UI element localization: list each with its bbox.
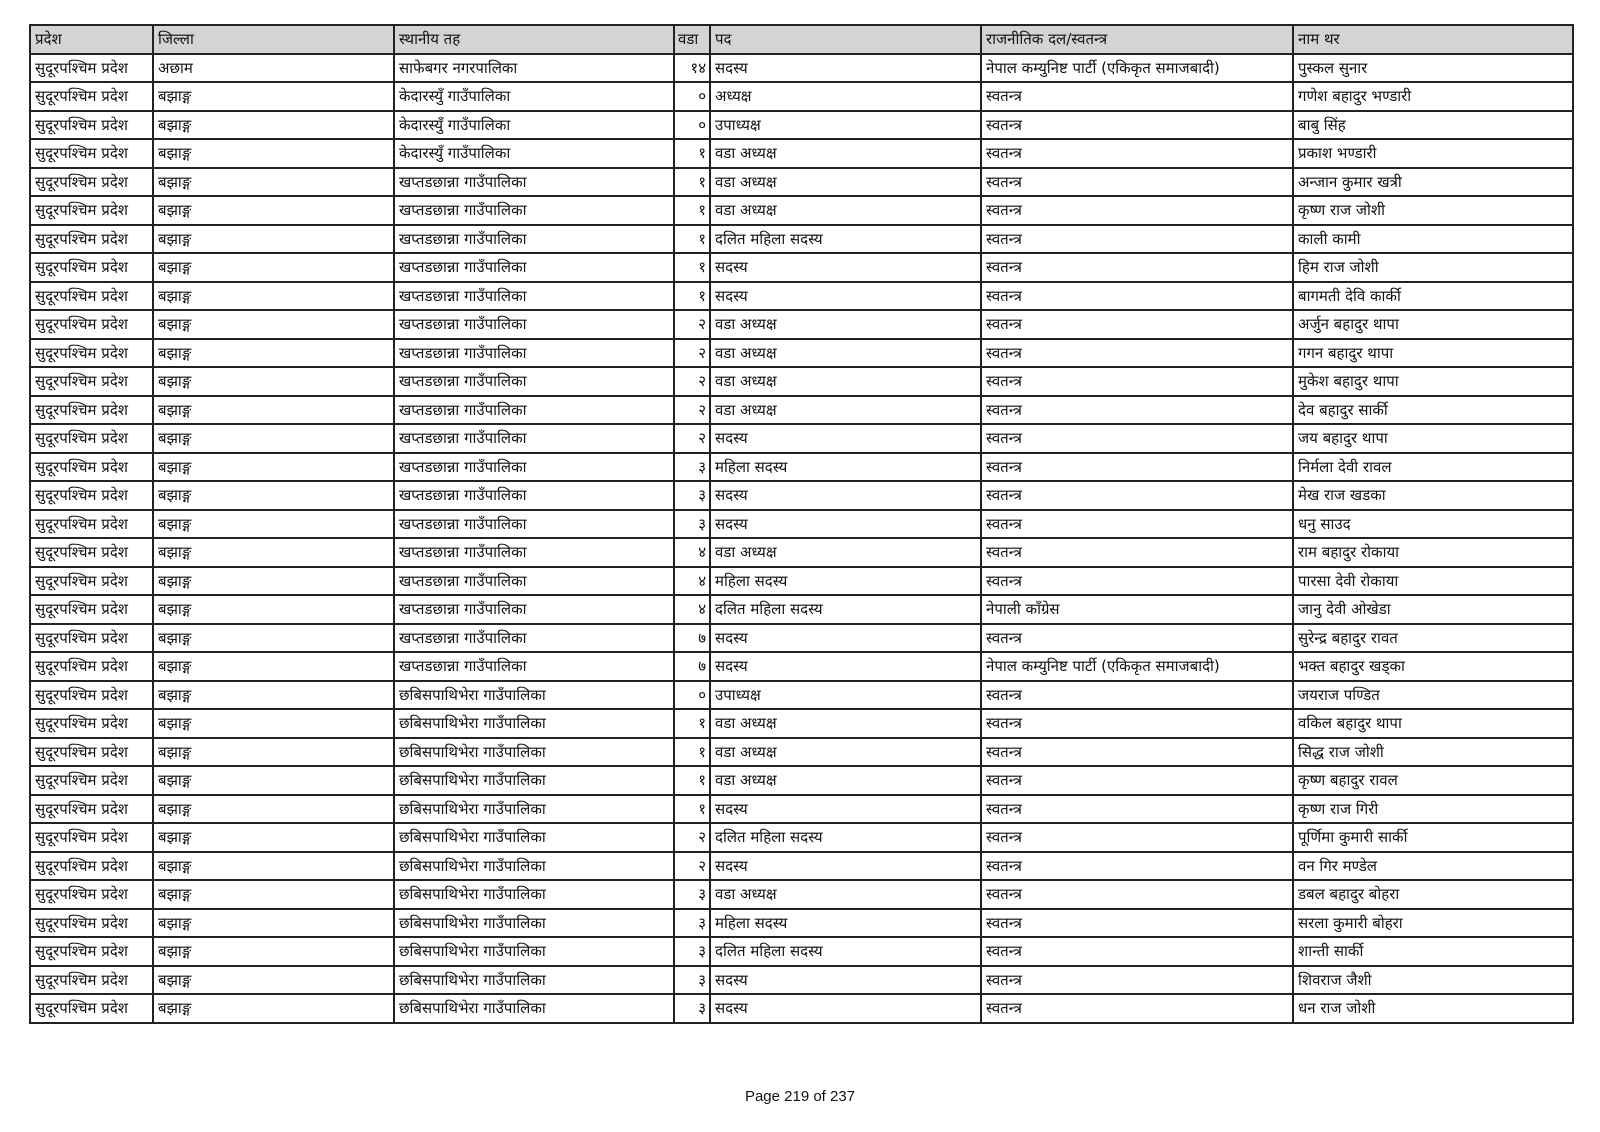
cell-local-level: छबिसपाथिभेरा गाउँपालिका — [394, 709, 674, 738]
cell-ward: ३ — [674, 909, 710, 938]
cell-name: गणेश बहादुर भण्डारी — [1293, 82, 1573, 111]
cell-party: स्वतन्त्र — [981, 481, 1293, 510]
cell-ward: ० — [674, 82, 710, 111]
cell-province: सुदूरपश्चिम प्रदेश — [30, 681, 153, 710]
cell-district: बझाङ्ग — [153, 766, 394, 795]
cell-district: अछाम — [153, 54, 394, 83]
cell-post: सदस्य — [710, 253, 981, 282]
table-header — [30, 25, 1573, 54]
cell-province: सुदूरपश्चिम प्रदेश — [30, 510, 153, 539]
cell-name: देव बहादुर सार्की — [1293, 396, 1573, 425]
cell-district: बझाङ्ग — [153, 111, 394, 140]
cell-local-level: खप्तडछान्ना गाउँपालिका — [394, 396, 674, 425]
cell-party: स्वतन्त्र — [981, 111, 1293, 140]
cell-local-level: छबिसपाथिभेरा गाउँपालिका — [394, 909, 674, 938]
cell-province: सुदूरपश्चिम प्रदेश — [30, 966, 153, 995]
cell-post: सदस्य — [710, 652, 981, 681]
cell-party: स्वतन्त्र — [981, 196, 1293, 225]
cell-name: पारसा देवी रोकाया — [1293, 567, 1573, 596]
cell-name: धन राज जोशी — [1293, 994, 1573, 1023]
cell-district: बझाङ्ग — [153, 738, 394, 767]
cell-name: प्रकाश भण्डारी — [1293, 139, 1573, 168]
cell-party: स्वतन्त्र — [981, 966, 1293, 995]
table-row — [30, 424, 1573, 453]
cell-name: शिवराज जैशी — [1293, 966, 1573, 995]
table-row — [30, 567, 1573, 596]
table-row — [30, 510, 1573, 539]
cell-district: बझाङ्ग — [153, 595, 394, 624]
cell-ward: ७ — [674, 624, 710, 653]
cell-name: मुकेश बहादुर थापा — [1293, 367, 1573, 396]
cell-ward: ० — [674, 681, 710, 710]
cell-post: वडा अध्यक्ष — [710, 880, 981, 909]
cell-province: सुदूरपश्चिम प्रदेश — [30, 196, 153, 225]
cell-district: बझाङ्ग — [153, 396, 394, 425]
cell-district: बझाङ्ग — [153, 966, 394, 995]
cell-party: स्वतन्त्र — [981, 766, 1293, 795]
cell-party: स्वतन्त्र — [981, 168, 1293, 197]
cell-district: बझाङ्ग — [153, 852, 394, 881]
cell-province: सुदूरपश्चिम प्रदेश — [30, 852, 153, 881]
cell-post: महिला सदस्य — [710, 453, 981, 482]
cell-district: बझाङ्ग — [153, 709, 394, 738]
cell-local-level: खप्तडछान्ना गाउँपालिका — [394, 424, 674, 453]
cell-name: सिद्ध राज जोशी — [1293, 738, 1573, 767]
cell-province: सुदूरपश्चिम प्रदेश — [30, 253, 153, 282]
cell-local-level: खप्तडछान्ना गाउँपालिका — [394, 624, 674, 653]
cell-local-level: खप्तडछान्ना गाउँपालिका — [394, 481, 674, 510]
table-row — [30, 538, 1573, 567]
cell-ward: ४ — [674, 595, 710, 624]
cell-ward: ४ — [674, 567, 710, 596]
cell-province: सुदूरपश्चिम प्रदेश — [30, 937, 153, 966]
cell-party: स्वतन्त्र — [981, 795, 1293, 824]
cell-province: सुदूरपश्चिम प्रदेश — [30, 453, 153, 482]
cell-local-level: खप्तडछान्ना गाउँपालिका — [394, 253, 674, 282]
cell-district: बझाङ्ग — [153, 339, 394, 368]
cell-district: बझाङ्ग — [153, 139, 394, 168]
cell-district: बझाङ्ग — [153, 652, 394, 681]
table-row — [30, 681, 1573, 710]
cell-ward: २ — [674, 310, 710, 339]
table-row — [30, 111, 1573, 140]
page-number: Page 219 of 237 — [744, 1088, 856, 1105]
cell-district: बझाङ्ग — [153, 510, 394, 539]
cell-post: वडा अध्यक्ष — [710, 738, 981, 767]
cell-local-level: खप्तडछान्ना गाउँपालिका — [394, 453, 674, 482]
cell-post: वडा अध्यक्ष — [710, 538, 981, 567]
cell-local-level: खप्तडछान्ना गाउँपालिका — [394, 168, 674, 197]
cell-party: स्वतन्त्र — [981, 225, 1293, 254]
cell-party: स्वतन्त्र — [981, 510, 1293, 539]
cell-post: सदस्य — [710, 852, 981, 881]
cell-province: सुदूरपश्चिम प्रदेश — [30, 225, 153, 254]
cell-local-level: छबिसपाथिभेरा गाउँपालिका — [394, 880, 674, 909]
cell-party: स्वतन्त्र — [981, 823, 1293, 852]
cell-name: धनु साउद — [1293, 510, 1573, 539]
cell-ward: २ — [674, 852, 710, 881]
cell-province: सुदूरपश्चिम प्रदेश — [30, 168, 153, 197]
cell-name: हिम राज जोशी — [1293, 253, 1573, 282]
table-row — [30, 595, 1573, 624]
cell-local-level: खप्तडछान्ना गाउँपालिका — [394, 567, 674, 596]
cell-post: वडा अध्यक्ष — [710, 196, 981, 225]
cell-party: स्वतन्त्र — [981, 567, 1293, 596]
cell-local-level: खप्तडछान्ना गाउँपालिका — [394, 282, 674, 311]
cell-province: सुदूरपश्चिम प्रदेश — [30, 795, 153, 824]
cell-local-level: खप्तडछान्ना गाउँपालिका — [394, 339, 674, 368]
cell-district: बझाङ्ग — [153, 681, 394, 710]
cell-name: सरला कुमारी बोहरा — [1293, 909, 1573, 938]
cell-province: सुदूरपश्चिम प्रदेश — [30, 396, 153, 425]
table-row — [30, 367, 1573, 396]
cell-ward: ३ — [674, 453, 710, 482]
cell-party: स्वतन्त्र — [981, 994, 1293, 1023]
cell-ward: ३ — [674, 937, 710, 966]
cell-name: वकिल बहादुर थापा — [1293, 709, 1573, 738]
cell-ward: २ — [674, 424, 710, 453]
cell-district: बझाङ्ग — [153, 823, 394, 852]
cell-ward: ३ — [674, 510, 710, 539]
cell-province: सुदूरपश्चिम प्रदेश — [30, 282, 153, 311]
cell-ward: ३ — [674, 880, 710, 909]
table-row — [30, 396, 1573, 425]
cell-local-level: छबिसपाथिभेरा गाउँपालिका — [394, 994, 674, 1023]
cell-province: सुदूरपश्चिम प्रदेश — [30, 823, 153, 852]
cell-district: बझाङ्ग — [153, 367, 394, 396]
cell-province: सुदूरपश्चिम प्रदेश — [30, 481, 153, 510]
table-row — [30, 168, 1573, 197]
table-row — [30, 852, 1573, 881]
header-district: जिल्ला — [153, 25, 394, 54]
cell-post: वडा अध्यक्ष — [710, 339, 981, 368]
cell-name: जानु देवी ओखेडा — [1293, 595, 1573, 624]
cell-local-level: खप्तडछान्ना गाउँपालिका — [394, 310, 674, 339]
cell-local-level: केदारस्युँ गाउँपालिका — [394, 111, 674, 140]
cell-local-level: खप्तडछान्ना गाउँपालिका — [394, 196, 674, 225]
cell-post: उपाध्यक्ष — [710, 681, 981, 710]
cell-district: बझाङ्ग — [153, 624, 394, 653]
cell-local-level: छबिसपाथिभेरा गाउँपालिका — [394, 966, 674, 995]
cell-post: वडा अध्यक्ष — [710, 367, 981, 396]
cell-province: सुदूरपश्चिम प्रदेश — [30, 339, 153, 368]
cell-district: बझाङ्ग — [153, 994, 394, 1023]
cell-local-level: छबिसपाथिभेरा गाउँपालिका — [394, 681, 674, 710]
cell-party: स्वतन्त्र — [981, 738, 1293, 767]
cell-local-level: खप्तडछान्ना गाउँपालिका — [394, 510, 674, 539]
cell-ward: १ — [674, 766, 710, 795]
cell-name: कृष्ण राज गिरी — [1293, 795, 1573, 824]
cell-post: वडा अध्यक्ष — [710, 310, 981, 339]
cell-ward: २ — [674, 823, 710, 852]
cell-district: बझाङ्ग — [153, 453, 394, 482]
cell-post: वडा अध्यक्ष — [710, 709, 981, 738]
table-row — [30, 54, 1573, 83]
cell-district: बझाङ्ग — [153, 310, 394, 339]
cell-post: सदस्य — [710, 510, 981, 539]
cell-district: बझाङ्ग — [153, 538, 394, 567]
cell-province: सुदूरपश्चिम प्रदेश — [30, 82, 153, 111]
table-row — [30, 339, 1573, 368]
cell-name: राम बहादुर रोकाया — [1293, 538, 1573, 567]
cell-district: बझाङ्ग — [153, 567, 394, 596]
table-row — [30, 937, 1573, 966]
cell-ward: २ — [674, 339, 710, 368]
cell-district: बझाङ्ग — [153, 795, 394, 824]
cell-province: सुदूरपश्चिम प्रदेश — [30, 994, 153, 1023]
header-party: राजनीतिक दल/स्वतन्त्र — [981, 25, 1293, 54]
cell-ward: ७ — [674, 652, 710, 681]
cell-name: पूर्णिमा कुमारी सार्की — [1293, 823, 1573, 852]
cell-district: बझाङ्ग — [153, 225, 394, 254]
cell-post: दलित महिला सदस्य — [710, 225, 981, 254]
table-row — [30, 253, 1573, 282]
cell-ward: १ — [674, 282, 710, 311]
cell-ward: १ — [674, 168, 710, 197]
cell-province: सुदूरपश्चिम प्रदेश — [30, 595, 153, 624]
cell-province: सुदूरपश्चिम प्रदेश — [30, 111, 153, 140]
cell-local-level: खप्तडछान्ना गाउँपालिका — [394, 225, 674, 254]
cell-post: वडा अध्यक्ष — [710, 396, 981, 425]
table-row — [30, 909, 1573, 938]
cell-ward: ३ — [674, 994, 710, 1023]
cell-party: स्वतन्त्र — [981, 367, 1293, 396]
cell-ward: १ — [674, 196, 710, 225]
cell-ward: १४ — [674, 54, 710, 83]
cell-name: जयराज पण्डित — [1293, 681, 1573, 710]
cell-province: सुदूरपश्चिम प्रदेश — [30, 424, 153, 453]
table-row — [30, 738, 1573, 767]
cell-province: सुदूरपश्चिम प्रदेश — [30, 538, 153, 567]
cell-party: स्वतन्त्र — [981, 339, 1293, 368]
cell-party: नेपाली काँग्रेस — [981, 595, 1293, 624]
table-row — [30, 282, 1573, 311]
cell-province: सुदूरपश्चिम प्रदेश — [30, 139, 153, 168]
cell-post: वडा अध्यक्ष — [710, 766, 981, 795]
cell-post: सदस्य — [710, 624, 981, 653]
cell-name: निर्मला देवी रावल — [1293, 453, 1573, 482]
table-row — [30, 994, 1573, 1023]
cell-district: बझाङ्ग — [153, 82, 394, 111]
cell-name: मेख राज खडका — [1293, 481, 1573, 510]
cell-post: सदस्य — [710, 966, 981, 995]
cell-ward: ० — [674, 111, 710, 140]
cell-local-level: खप्तडछान्ना गाउँपालिका — [394, 538, 674, 567]
cell-district: बझाङ्ग — [153, 196, 394, 225]
table-row — [30, 823, 1573, 852]
table-row — [30, 82, 1573, 111]
cell-post: महिला सदस्य — [710, 909, 981, 938]
cell-district: बझाङ्ग — [153, 282, 394, 311]
cell-ward: ४ — [674, 538, 710, 567]
table-row — [30, 880, 1573, 909]
cell-post: उपाध्यक्ष — [710, 111, 981, 140]
cell-party: स्वतन्त्र — [981, 624, 1293, 653]
cell-post: सदस्य — [710, 282, 981, 311]
cell-party: स्वतन्त्र — [981, 937, 1293, 966]
cell-post: महिला सदस्य — [710, 567, 981, 596]
header-post: पद — [710, 25, 981, 54]
results-table — [29, 24, 1574, 1024]
cell-party: स्वतन्त्र — [981, 909, 1293, 938]
cell-post: वडा अध्यक्ष — [710, 168, 981, 197]
cell-district: बझाङ्ग — [153, 168, 394, 197]
cell-party: स्वतन्त्र — [981, 709, 1293, 738]
cell-name: कृष्ण राज जोशी — [1293, 196, 1573, 225]
cell-district: बझाङ्ग — [153, 481, 394, 510]
cell-name: गगन बहादुर थापा — [1293, 339, 1573, 368]
header-local-level: स्थानीय तह — [394, 25, 674, 54]
cell-province: सुदूरपश्चिम प्रदेश — [30, 624, 153, 653]
cell-name: बागमती देवि कार्की — [1293, 282, 1573, 311]
cell-name: अन्जान कुमार खत्री — [1293, 168, 1573, 197]
table-row — [30, 652, 1573, 681]
cell-ward: १ — [674, 738, 710, 767]
cell-name: शान्ती सार्की — [1293, 937, 1573, 966]
table-row — [30, 766, 1573, 795]
cell-local-level: खप्तडछान्ना गाउँपालिका — [394, 367, 674, 396]
cell-province: सुदूरपश्चिम प्रदेश — [30, 880, 153, 909]
cell-district: बझाङ्ग — [153, 880, 394, 909]
cell-post: सदस्य — [710, 54, 981, 83]
cell-local-level: छबिसपाथिभेरा गाउँपालिका — [394, 738, 674, 767]
cell-province: सुदूरपश्चिम प्रदेश — [30, 738, 153, 767]
cell-party: स्वतन्त्र — [981, 424, 1293, 453]
cell-name: अर्जुन बहादुर थापा — [1293, 310, 1573, 339]
table-row — [30, 966, 1573, 995]
cell-party: नेपाल कम्युनिष्ट पार्टी (एकिकृत समाजबादी) — [981, 54, 1293, 83]
cell-ward: २ — [674, 367, 710, 396]
cell-name: डबल बहादुर बोहरा — [1293, 880, 1573, 909]
cell-local-level: साफेबगर नगरपालिका — [394, 54, 674, 83]
cell-party: स्वतन्त्र — [981, 310, 1293, 339]
cell-local-level: खप्तडछान्ना गाउँपालिका — [394, 595, 674, 624]
cell-ward: २ — [674, 396, 710, 425]
header-name: नाम थर — [1293, 25, 1573, 54]
cell-local-level: केदारस्युँ गाउँपालिका — [394, 82, 674, 111]
table-row — [30, 795, 1573, 824]
table-row — [30, 310, 1573, 339]
cell-post: सदस्य — [710, 795, 981, 824]
cell-party: स्वतन्त्र — [981, 253, 1293, 282]
cell-party: स्वतन्त्र — [981, 282, 1293, 311]
cell-party: स्वतन्त्र — [981, 82, 1293, 111]
cell-post: अध्यक्ष — [710, 82, 981, 111]
header-province: प्रदेश — [30, 25, 153, 54]
cell-name: काली कामी — [1293, 225, 1573, 254]
cell-ward: ३ — [674, 481, 710, 510]
table-row — [30, 196, 1573, 225]
cell-post: वडा अध्यक्ष — [710, 139, 981, 168]
cell-province: सुदूरपश्चिम प्रदेश — [30, 909, 153, 938]
header-row — [30, 25, 1573, 54]
table-row — [30, 139, 1573, 168]
cell-province: सुदूरपश्चिम प्रदेश — [30, 567, 153, 596]
cell-name: जय बहादुर थापा — [1293, 424, 1573, 453]
cell-post: सदस्य — [710, 424, 981, 453]
table-row — [30, 709, 1573, 738]
cell-province: सुदूरपश्चिम प्रदेश — [30, 709, 153, 738]
cell-name: पुस्कल सुनार — [1293, 54, 1573, 83]
cell-province: सुदूरपश्चिम प्रदेश — [30, 54, 153, 83]
cell-party: स्वतन्त्र — [981, 139, 1293, 168]
cell-ward: १ — [674, 225, 710, 254]
cell-local-level: छबिसपाथिभेरा गाउँपालिका — [394, 937, 674, 966]
cell-district: बझाङ्ग — [153, 253, 394, 282]
cell-party: स्वतन्त्र — [981, 453, 1293, 482]
cell-party: स्वतन्त्र — [981, 396, 1293, 425]
cell-name: भक्त बहादुर खड्का — [1293, 652, 1573, 681]
cell-province: सुदूरपश्चिम प्रदेश — [30, 652, 153, 681]
cell-district: बझाङ्ग — [153, 909, 394, 938]
cell-party: स्वतन्त्र — [981, 880, 1293, 909]
table-row — [30, 225, 1573, 254]
cell-local-level: छबिसपाथिभेरा गाउँपालिका — [394, 795, 674, 824]
cell-party: स्वतन्त्र — [981, 681, 1293, 710]
cell-local-level: छबिसपाथिभेरा गाउँपालिका — [394, 823, 674, 852]
cell-ward: १ — [674, 139, 710, 168]
cell-post: दलित महिला सदस्य — [710, 595, 981, 624]
cell-ward: १ — [674, 795, 710, 824]
cell-name: सुरेन्द्र बहादुर रावत — [1293, 624, 1573, 653]
table-row — [30, 453, 1573, 482]
cell-ward: १ — [674, 709, 710, 738]
cell-post: सदस्य — [710, 481, 981, 510]
cell-local-level: छबिसपाथिभेरा गाउँपालिका — [394, 766, 674, 795]
cell-local-level: खप्तडछान्ना गाउँपालिका — [394, 652, 674, 681]
cell-post: दलित महिला सदस्य — [710, 823, 981, 852]
cell-name: कृष्ण बहादुर रावल — [1293, 766, 1573, 795]
table-row — [30, 481, 1573, 510]
table-body — [30, 54, 1573, 1023]
cell-district: बझाङ्ग — [153, 937, 394, 966]
cell-name: वन गिर मण्डेल — [1293, 852, 1573, 881]
header-ward: वडा — [674, 25, 710, 54]
table-row — [30, 624, 1573, 653]
cell-local-level: केदारस्युँ गाउँपालिका — [394, 139, 674, 168]
cell-post: दलित महिला सदस्य — [710, 937, 981, 966]
cell-party: स्वतन्त्र — [981, 538, 1293, 567]
cell-province: सुदूरपश्चिम प्रदेश — [30, 766, 153, 795]
cell-province: सुदूरपश्चिम प्रदेश — [30, 310, 153, 339]
cell-party: स्वतन्त्र — [981, 852, 1293, 881]
cell-post: सदस्य — [710, 994, 981, 1023]
cell-local-level: छबिसपाथिभेरा गाउँपालिका — [394, 852, 674, 881]
cell-name: बाबु सिंह — [1293, 111, 1573, 140]
cell-ward: ३ — [674, 966, 710, 995]
cell-party: नेपाल कम्युनिष्ट पार्टी (एकिकृत समाजबादी) — [981, 652, 1293, 681]
cell-district: बझाङ्ग — [153, 424, 394, 453]
cell-ward: १ — [674, 253, 710, 282]
cell-province: सुदूरपश्चिम प्रदेश — [30, 367, 153, 396]
